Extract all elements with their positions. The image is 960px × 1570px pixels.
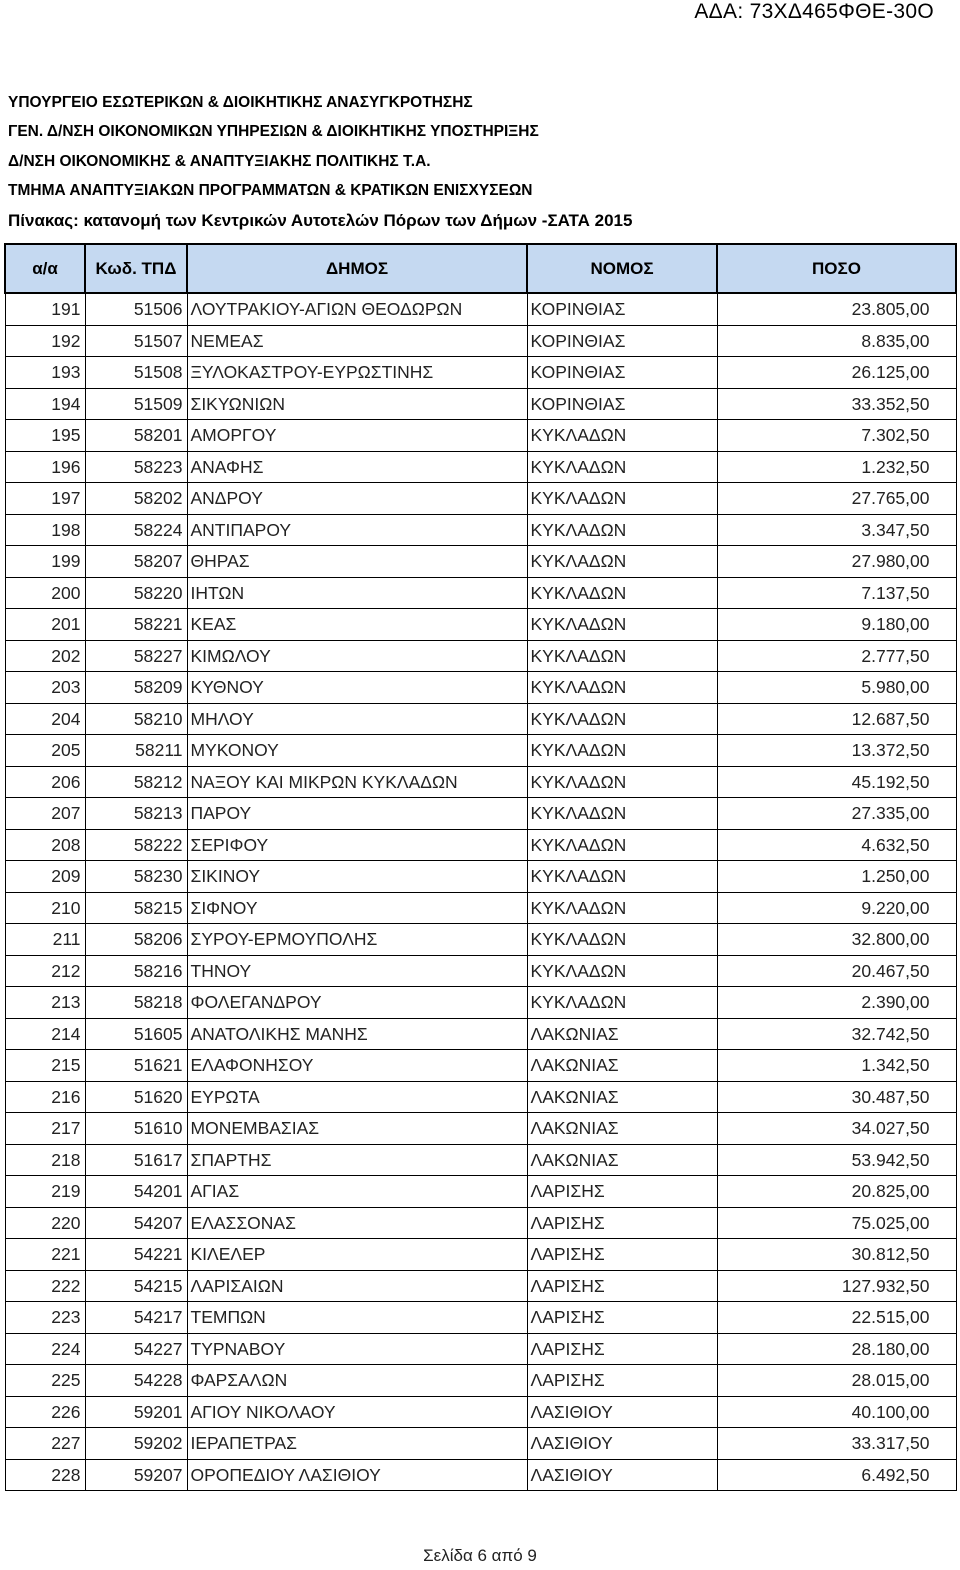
municipality-code: 54227	[85, 1333, 187, 1365]
amount-value: 7.302,50	[717, 420, 956, 452]
table-row	[5, 1396, 956, 1428]
municipality-code: 51509	[85, 388, 187, 420]
row-number: 220	[5, 1207, 85, 1239]
prefecture-name: ΛΑΚΩΝΙΑΣ	[527, 1081, 717, 1113]
prefecture-name: ΛΑΡΙΣΗΣ	[527, 1302, 717, 1334]
amount-value: 32.742,50	[717, 1018, 956, 1050]
department-line: ΤΜΗΜΑ ΑΝΑΠΤΥΞΙΑΚΩΝ ΠΡΟΓΡΑΜΜΑΤΩΝ & ΚΡΑΤΙΚΩΝ ΕΝΙΣΧΥΣΕΩΝ	[8, 182, 533, 200]
municipality-name: ΙΕΡΑΠΕΤΡΑΣ	[187, 1428, 527, 1460]
municipality-code: 58221	[85, 609, 187, 641]
row-number: 213	[5, 987, 85, 1019]
amount-value: 13.372,50	[717, 735, 956, 767]
municipality-code: 58212	[85, 766, 187, 798]
prefecture-name: ΚΥΚΛΑΔΩΝ	[527, 451, 717, 483]
amount-value: 8.835,00	[717, 325, 956, 357]
municipality-code: 54228	[85, 1365, 187, 1397]
municipality-name: ΛΟΥΤΡΑΚΙΟΥ-ΑΓΙΩΝ ΘΕΟΔΩΡΩΝ	[187, 293, 527, 325]
table-row	[5, 293, 956, 325]
table-row	[5, 829, 956, 861]
table-row	[5, 798, 956, 830]
prefecture-name: ΛΑΡΙΣΗΣ	[527, 1176, 717, 1208]
municipality-code: 58206	[85, 924, 187, 956]
row-number: 201	[5, 609, 85, 641]
municipality-name: ΚΕΑΣ	[187, 609, 527, 641]
table-row	[5, 1207, 956, 1239]
row-number: 210	[5, 892, 85, 924]
municipality-name: ΕΥΡΩΤΑ	[187, 1081, 527, 1113]
municipality-code: 51605	[85, 1018, 187, 1050]
municipality-name: ΣΕΡΙΦΟΥ	[187, 829, 527, 861]
row-number: 206	[5, 766, 85, 798]
table-row	[5, 1302, 956, 1334]
amount-value: 28.015,00	[717, 1365, 956, 1397]
prefecture-name: ΚΥΚΛΑΔΩΝ	[527, 955, 717, 987]
municipality-name: ΙΗΤΩΝ	[187, 577, 527, 609]
row-number: 205	[5, 735, 85, 767]
prefecture-name: ΚΥΚΛΑΔΩΝ	[527, 892, 717, 924]
municipality-code: 58230	[85, 861, 187, 893]
municipality-name: ΣΙΚΥΩΝΙΩΝ	[187, 388, 527, 420]
prefecture-name: ΚΥΚΛΑΔΩΝ	[527, 766, 717, 798]
prefecture-name: ΚΥΚΛΑΔΩΝ	[527, 798, 717, 830]
table-row	[5, 483, 956, 515]
row-number: 195	[5, 420, 85, 452]
column-header-municipality: ΔΗΜΟΣ	[187, 244, 527, 293]
row-number: 199	[5, 546, 85, 578]
prefecture-name: ΚΟΡΙΝΘΙΑΣ	[527, 357, 717, 389]
general-directorate-line: ΓΕΝ. Δ/ΝΣΗ ΟΙΚΟΝΟΜΙΚΩΝ ΥΠΗΡΕΣΙΩΝ & ΔΙΟΙΚΗΤΙΚΗΣ ΥΠΟΣΤΗΡΙΞΗΣ	[8, 123, 539, 141]
municipality-name: ΚΙΛΕΛΕΡ	[187, 1239, 527, 1271]
municipality-code: 58210	[85, 703, 187, 735]
table-row	[5, 955, 956, 987]
row-number: 221	[5, 1239, 85, 1271]
column-header-code: Κωδ. ΤΠΔ	[85, 244, 187, 293]
municipality-name: ΑΝΤΙΠΑΡΟΥ	[187, 514, 527, 546]
municipality-name: ΜΗΛΟΥ	[187, 703, 527, 735]
municipality-code: 51508	[85, 357, 187, 389]
municipality-code: 54207	[85, 1207, 187, 1239]
row-number: 208	[5, 829, 85, 861]
table-row	[5, 1050, 956, 1082]
row-number: 197	[5, 483, 85, 515]
municipality-code: 54221	[85, 1239, 187, 1271]
prefecture-name: ΚΥΚΛΑΔΩΝ	[527, 735, 717, 767]
column-header-aa: α/α	[5, 244, 85, 293]
row-number: 219	[5, 1176, 85, 1208]
row-number: 202	[5, 640, 85, 672]
prefecture-name: ΚΥΚΛΑΔΩΝ	[527, 514, 717, 546]
table-row	[5, 672, 956, 704]
amount-value: 26.125,00	[717, 357, 956, 389]
municipality-name: ΝΑΞΟΥ ΚΑΙ ΜΙΚΡΩΝ ΚΥΚΛΑΔΩΝ	[187, 766, 527, 798]
table-row	[5, 546, 956, 578]
prefecture-name: ΚΥΚΛΑΔΩΝ	[527, 861, 717, 893]
page-number: Σελίδα 6 από 9	[423, 1546, 537, 1565]
municipality-code: 58213	[85, 798, 187, 830]
prefecture-name: ΚΥΚΛΑΔΩΝ	[527, 640, 717, 672]
document-header	[8, 88, 632, 235]
prefecture-name: ΚΥΚΛΑΔΩΝ	[527, 703, 717, 735]
amount-value: 2.390,00	[717, 987, 956, 1019]
municipality-code: 51617	[85, 1144, 187, 1176]
row-number: 222	[5, 1270, 85, 1302]
table-row	[5, 451, 956, 483]
table-row	[5, 892, 956, 924]
table-row	[5, 735, 956, 767]
prefecture-name: ΚΟΡΙΝΘΙΑΣ	[527, 293, 717, 325]
amount-value: 23.805,00	[717, 293, 956, 325]
municipality-code: 59201	[85, 1396, 187, 1428]
table-row	[5, 1365, 956, 1397]
amount-value: 3.347,50	[717, 514, 956, 546]
prefecture-name: ΛΑΚΩΝΙΑΣ	[527, 1113, 717, 1145]
municipality-code: 59202	[85, 1428, 187, 1460]
amount-value: 45.192,50	[717, 766, 956, 798]
municipality-code: 58207	[85, 546, 187, 578]
amount-value: 12.687,50	[717, 703, 956, 735]
prefecture-name: ΚΟΡΙΝΘΙΑΣ	[527, 325, 717, 357]
municipality-name: ΤΗΝΟΥ	[187, 955, 527, 987]
row-number: 191	[5, 293, 85, 325]
municipality-code: 58216	[85, 955, 187, 987]
amount-value: 9.180,00	[717, 609, 956, 641]
municipality-name: ΤΥΡΝΑΒΟΥ	[187, 1333, 527, 1365]
prefecture-name: ΛΑΡΙΣΗΣ	[527, 1270, 717, 1302]
table-title: Πίνακας: κατανομή των Κεντρικών Αυτοτελών Πόρων των Δήμων -ΣΑΤΑ 2015	[8, 210, 633, 230]
prefecture-name: ΛΑΚΩΝΙΑΣ	[527, 1144, 717, 1176]
municipality-code: 59207	[85, 1459, 187, 1491]
amount-value: 4.632,50	[717, 829, 956, 861]
amount-value: 34.027,50	[717, 1113, 956, 1145]
prefecture-name: ΚΥΚΛΑΔΩΝ	[527, 829, 717, 861]
table-row	[5, 388, 956, 420]
municipality-code: 54201	[85, 1176, 187, 1208]
row-number: 204	[5, 703, 85, 735]
allocation-table	[4, 243, 957, 1491]
municipality-code: 51507	[85, 325, 187, 357]
table-row	[5, 577, 956, 609]
municipality-name: ΜΟΝΕΜΒΑΣΙΑΣ	[187, 1113, 527, 1145]
municipality-name: ΚΥΘΝΟΥ	[187, 672, 527, 704]
amount-value: 127.932,50	[717, 1270, 956, 1302]
table-row	[5, 1081, 956, 1113]
prefecture-name: ΛΑΡΙΣΗΣ	[527, 1239, 717, 1271]
table-row	[5, 420, 956, 452]
municipality-name: ΛΑΡΙΣΑΙΩΝ	[187, 1270, 527, 1302]
municipality-code: 58223	[85, 451, 187, 483]
municipality-name: ΣΙΚΙΝΟΥ	[187, 861, 527, 893]
row-number: 218	[5, 1144, 85, 1176]
table-row	[5, 325, 956, 357]
row-number: 207	[5, 798, 85, 830]
table-row	[5, 1113, 956, 1145]
prefecture-name: ΛΑΚΩΝΙΑΣ	[527, 1050, 717, 1082]
municipality-code: 51610	[85, 1113, 187, 1145]
amount-value: 7.137,50	[717, 577, 956, 609]
row-number: 194	[5, 388, 85, 420]
row-number: 216	[5, 1081, 85, 1113]
amount-value: 40.100,00	[717, 1396, 956, 1428]
row-number: 198	[5, 514, 85, 546]
amount-value: 75.025,00	[717, 1207, 956, 1239]
municipality-code: 58220	[85, 577, 187, 609]
row-number: 224	[5, 1333, 85, 1365]
row-number: 214	[5, 1018, 85, 1050]
prefecture-name: ΚΥΚΛΑΔΩΝ	[527, 546, 717, 578]
prefecture-name: ΚΥΚΛΑΔΩΝ	[527, 577, 717, 609]
amount-value: 20.825,00	[717, 1176, 956, 1208]
amount-value: 1.342,50	[717, 1050, 956, 1082]
prefecture-name: ΛΑΡΙΣΗΣ	[527, 1365, 717, 1397]
amount-value: 33.352,50	[717, 388, 956, 420]
row-number: 203	[5, 672, 85, 704]
municipality-code: 58222	[85, 829, 187, 861]
table-row	[5, 640, 956, 672]
municipality-name: ΑΝΑΤΟΛΙΚΗΣ ΜΑΝΗΣ	[187, 1018, 527, 1050]
table-row	[5, 514, 956, 546]
amount-value: 53.942,50	[717, 1144, 956, 1176]
amount-value: 22.515,00	[717, 1302, 956, 1334]
prefecture-name: ΚΟΡΙΝΘΙΑΣ	[527, 388, 717, 420]
row-number: 217	[5, 1113, 85, 1145]
municipality-code: 58202	[85, 483, 187, 515]
row-number: 193	[5, 357, 85, 389]
table-row	[5, 357, 956, 389]
column-header-prefecture: ΝΟΜΟΣ	[527, 244, 717, 293]
municipality-code: 58209	[85, 672, 187, 704]
table-row	[5, 1333, 956, 1365]
municipality-name: ΜΥΚΟΝΟΥ	[187, 735, 527, 767]
table-row	[5, 924, 956, 956]
municipality-name: ΕΛΑΣΣΟΝΑΣ	[187, 1207, 527, 1239]
municipality-name: ΣΙΦΝΟΥ	[187, 892, 527, 924]
amount-value: 20.467,50	[717, 955, 956, 987]
table-row	[5, 609, 956, 641]
amount-value: 32.800,00	[717, 924, 956, 956]
municipality-name: ΑΓΙΟΥ ΝΙΚΟΛΑΟΥ	[187, 1396, 527, 1428]
table-row	[5, 1018, 956, 1050]
amount-value: 27.980,00	[717, 546, 956, 578]
table-header-row	[5, 244, 956, 293]
municipality-name: ΦΟΛΕΓΑΝΔΡΟΥ	[187, 987, 527, 1019]
table-row	[5, 1144, 956, 1176]
amount-value: 6.492,50	[717, 1459, 956, 1491]
amount-value: 33.317,50	[717, 1428, 956, 1460]
municipality-code: 51506	[85, 293, 187, 325]
directorate-line: Δ/ΝΣΗ ΟΙΚΟΝΟΜΙΚΗΣ & ΑΝΑΠΤΥΞΙΑΚΗΣ ΠΟΛΙΤΙΚΗΣ Τ.Α.	[8, 152, 431, 170]
municipality-name: ΣΥΡΟΥ-ΕΡΜΟΥΠΟΛΗΣ	[187, 924, 527, 956]
row-number: 209	[5, 861, 85, 893]
amount-value: 5.980,00	[717, 672, 956, 704]
municipality-name: ΤΕΜΠΩΝ	[187, 1302, 527, 1334]
municipality-name: ΑΝΑΦΗΣ	[187, 451, 527, 483]
table-row	[5, 861, 956, 893]
municipality-code: 58201	[85, 420, 187, 452]
municipality-name: ΑΓΙΑΣ	[187, 1176, 527, 1208]
amount-value: 9.220,00	[717, 892, 956, 924]
municipality-name: ΕΛΑΦΟΝΗΣΟΥ	[187, 1050, 527, 1082]
municipality-code: 58215	[85, 892, 187, 924]
amount-value: 1.232,50	[717, 451, 956, 483]
table-row	[5, 1459, 956, 1491]
municipality-name: ΦΑΡΣΑΛΩΝ	[187, 1365, 527, 1397]
amount-value: 30.487,50	[717, 1081, 956, 1113]
municipality-code: 58211	[85, 735, 187, 767]
prefecture-name: ΚΥΚΛΑΔΩΝ	[527, 420, 717, 452]
amount-value: 27.335,00	[717, 798, 956, 830]
prefecture-name: ΛΑΚΩΝΙΑΣ	[527, 1018, 717, 1050]
amount-value: 1.250,00	[717, 861, 956, 893]
row-number: 200	[5, 577, 85, 609]
row-number: 227	[5, 1428, 85, 1460]
prefecture-name: ΛΑΣΙΘΙΟΥ	[527, 1396, 717, 1428]
row-number: 228	[5, 1459, 85, 1491]
prefecture-name: ΚΥΚΛΑΔΩΝ	[527, 672, 717, 704]
amount-value: 27.765,00	[717, 483, 956, 515]
municipality-name: ΠΑΡΟΥ	[187, 798, 527, 830]
table-row	[5, 1270, 956, 1302]
municipality-code: 51620	[85, 1081, 187, 1113]
row-number: 196	[5, 451, 85, 483]
amount-value: 28.180,00	[717, 1333, 956, 1365]
row-number: 225	[5, 1365, 85, 1397]
prefecture-name: ΚΥΚΛΑΔΩΝ	[527, 987, 717, 1019]
municipality-code: 51621	[85, 1050, 187, 1082]
prefecture-name: ΚΥΚΛΑΔΩΝ	[527, 924, 717, 956]
ministry-line: ΥΠΟΥΡΓΕΙΟ ΕΣΩΤΕΡΙΚΩΝ & ΔΙΟΙΚΗΤΙΚΗΣ ΑΝΑΣΥΓΚΡΟΤΗΣΗΣ	[8, 94, 473, 111]
table-row	[5, 1239, 956, 1271]
row-number: 223	[5, 1302, 85, 1334]
table-row	[5, 766, 956, 798]
municipality-name: ΞΥΛΟΚΑΣΤΡΟΥ-ΕΥΡΩΣΤΙΝΗΣ	[187, 357, 527, 389]
municipality-name: ΣΠΑΡΤΗΣ	[187, 1144, 527, 1176]
municipality-name: ΟΡΟΠΕΔΙΟΥ ΛΑΣΙΘΙΟΥ	[187, 1459, 527, 1491]
column-header-amount: ΠΟΣΟ	[717, 244, 956, 293]
amount-value: 30.812,50	[717, 1239, 956, 1271]
prefecture-name: ΛΑΡΙΣΗΣ	[527, 1207, 717, 1239]
municipality-code: 54215	[85, 1270, 187, 1302]
municipality-name: ΝΕΜΕΑΣ	[187, 325, 527, 357]
amount-value: 2.777,50	[717, 640, 956, 672]
prefecture-name: ΛΑΣΙΘΙΟΥ	[527, 1459, 717, 1491]
table-row	[5, 1176, 956, 1208]
municipality-code: 58227	[85, 640, 187, 672]
table-row	[5, 1428, 956, 1460]
row-number: 226	[5, 1396, 85, 1428]
prefecture-name: ΚΥΚΛΑΔΩΝ	[527, 483, 717, 515]
prefecture-name: ΛΑΣΙΘΙΟΥ	[527, 1428, 717, 1460]
municipality-code: 58224	[85, 514, 187, 546]
municipality-name: ΑΜΟΡΓΟΥ	[187, 420, 527, 452]
document-id: ΑΔΑ: 73ΧΔ465ΦΘΕ-30Ο	[694, 0, 934, 23]
prefecture-name: ΛΑΡΙΣΗΣ	[527, 1333, 717, 1365]
row-number: 212	[5, 955, 85, 987]
row-number: 211	[5, 924, 85, 956]
municipality-code: 58218	[85, 987, 187, 1019]
municipality-name: ΘΗΡΑΣ	[187, 546, 527, 578]
municipality-name: ΑΝΔΡΟΥ	[187, 483, 527, 515]
row-number: 192	[5, 325, 85, 357]
table-row	[5, 987, 956, 1019]
table-row	[5, 703, 956, 735]
municipality-name: ΚΙΜΩΛΟΥ	[187, 640, 527, 672]
prefecture-name: ΚΥΚΛΑΔΩΝ	[527, 609, 717, 641]
municipality-code: 54217	[85, 1302, 187, 1334]
row-number: 215	[5, 1050, 85, 1082]
